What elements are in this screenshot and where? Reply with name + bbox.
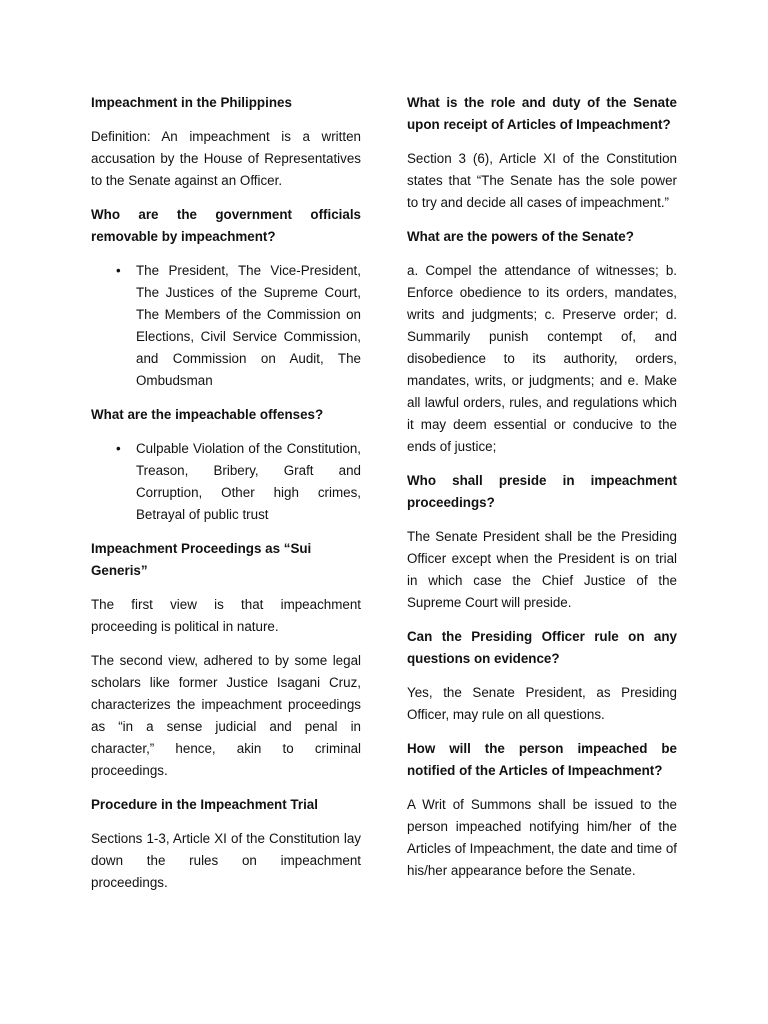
question-powers: What are the powers of the Senate? — [407, 229, 634, 244]
role-paragraph: Section 3 (6), Article XI of the Constitution states that “The Senate has the sole power to try and decide all cases of impeachment.” — [407, 151, 677, 210]
question-officials: Who are the government officials removable by impeachment? — [91, 207, 361, 244]
offenses-list — [91, 438, 361, 526]
preside-paragraph: The Senate President shall be the Presiding Officer except when the President is on trial in which case the Chief Justice of the Supreme Court will preside. — [407, 529, 677, 610]
left-column — [91, 92, 361, 894]
list-item — [91, 438, 361, 526]
question-role: What is the role and duty of the Senate upon receipt of Articles of Impeachment? — [407, 95, 677, 132]
right-column — [407, 92, 677, 882]
document-title: Impeachment in the Philippines — [91, 95, 292, 110]
bullet-icon: • — [116, 263, 121, 278]
question-preside: Who shall preside in impeachment proceedings? — [407, 473, 677, 510]
second-view-paragraph: The second view, adhered to by some legal scholars like former Justice Isagani Cruz, characterizes the impeachment proceedings as “in a sense judicial and penal in character,” hence, akin to criminal proceedings. — [91, 653, 361, 778]
notified-paragraph: A Writ of Summons shall be issued to the person impeached notifying him/her of the Articles of Impeachment, the date and time of his/her appearance before the Senate. — [407, 797, 677, 878]
powers-paragraph: a. Compel the attendance of witnesses; b. Enforce obedience to its orders, mandates, writs and judgments; c. Preserve order; d. Summarily punish contempt of, and disobedience to its authority, orders, mandates, writs, or judgments; and e. Make all lawful orders, rules, and regulations which it may deem essential or conducive to the ends of justice; — [407, 263, 677, 454]
procedure-paragraph: Sections 1-3, Article XI of the Constitution lay down the rules on impeachment proceedings. — [91, 831, 361, 890]
definition-paragraph: Definition: An impeachment is a written accusation by the House of Representatives to the Senate against an Officer. — [91, 129, 361, 188]
list-item — [91, 260, 361, 392]
heading-procedure: Procedure in the Impeachment Trial — [91, 797, 318, 812]
officials-list — [91, 260, 361, 392]
question-notified: How will the person impeached be notified of the Articles of Impeachment? — [407, 741, 677, 778]
heading-sui-generis: Impeachment Proceedings as “Sui Generis” — [91, 541, 312, 578]
bullet-icon: • — [116, 441, 121, 456]
question-evidence: Can the Presiding Officer rule on any questions on evidence? — [407, 629, 677, 666]
offenses-text: Culpable Violation of the Constitution, Treason, Bribery, Graft and Corruption, Other high crimes, Betrayal of public trust — [136, 441, 361, 522]
officials-text: The President, The Vice-President, The Justices of the Supreme Court, The Members of the Commission on Elections, Civil Service Commission, and Commission on Audit, The Ombudsman — [136, 263, 361, 388]
evidence-paragraph: Yes, the Senate President, as Presiding Officer, may rule on all questions. — [407, 685, 677, 722]
question-offenses: What are the impeachable offenses? — [91, 407, 324, 422]
first-view-paragraph: The first view is that impeachment proceeding is political in nature. — [91, 597, 361, 634]
